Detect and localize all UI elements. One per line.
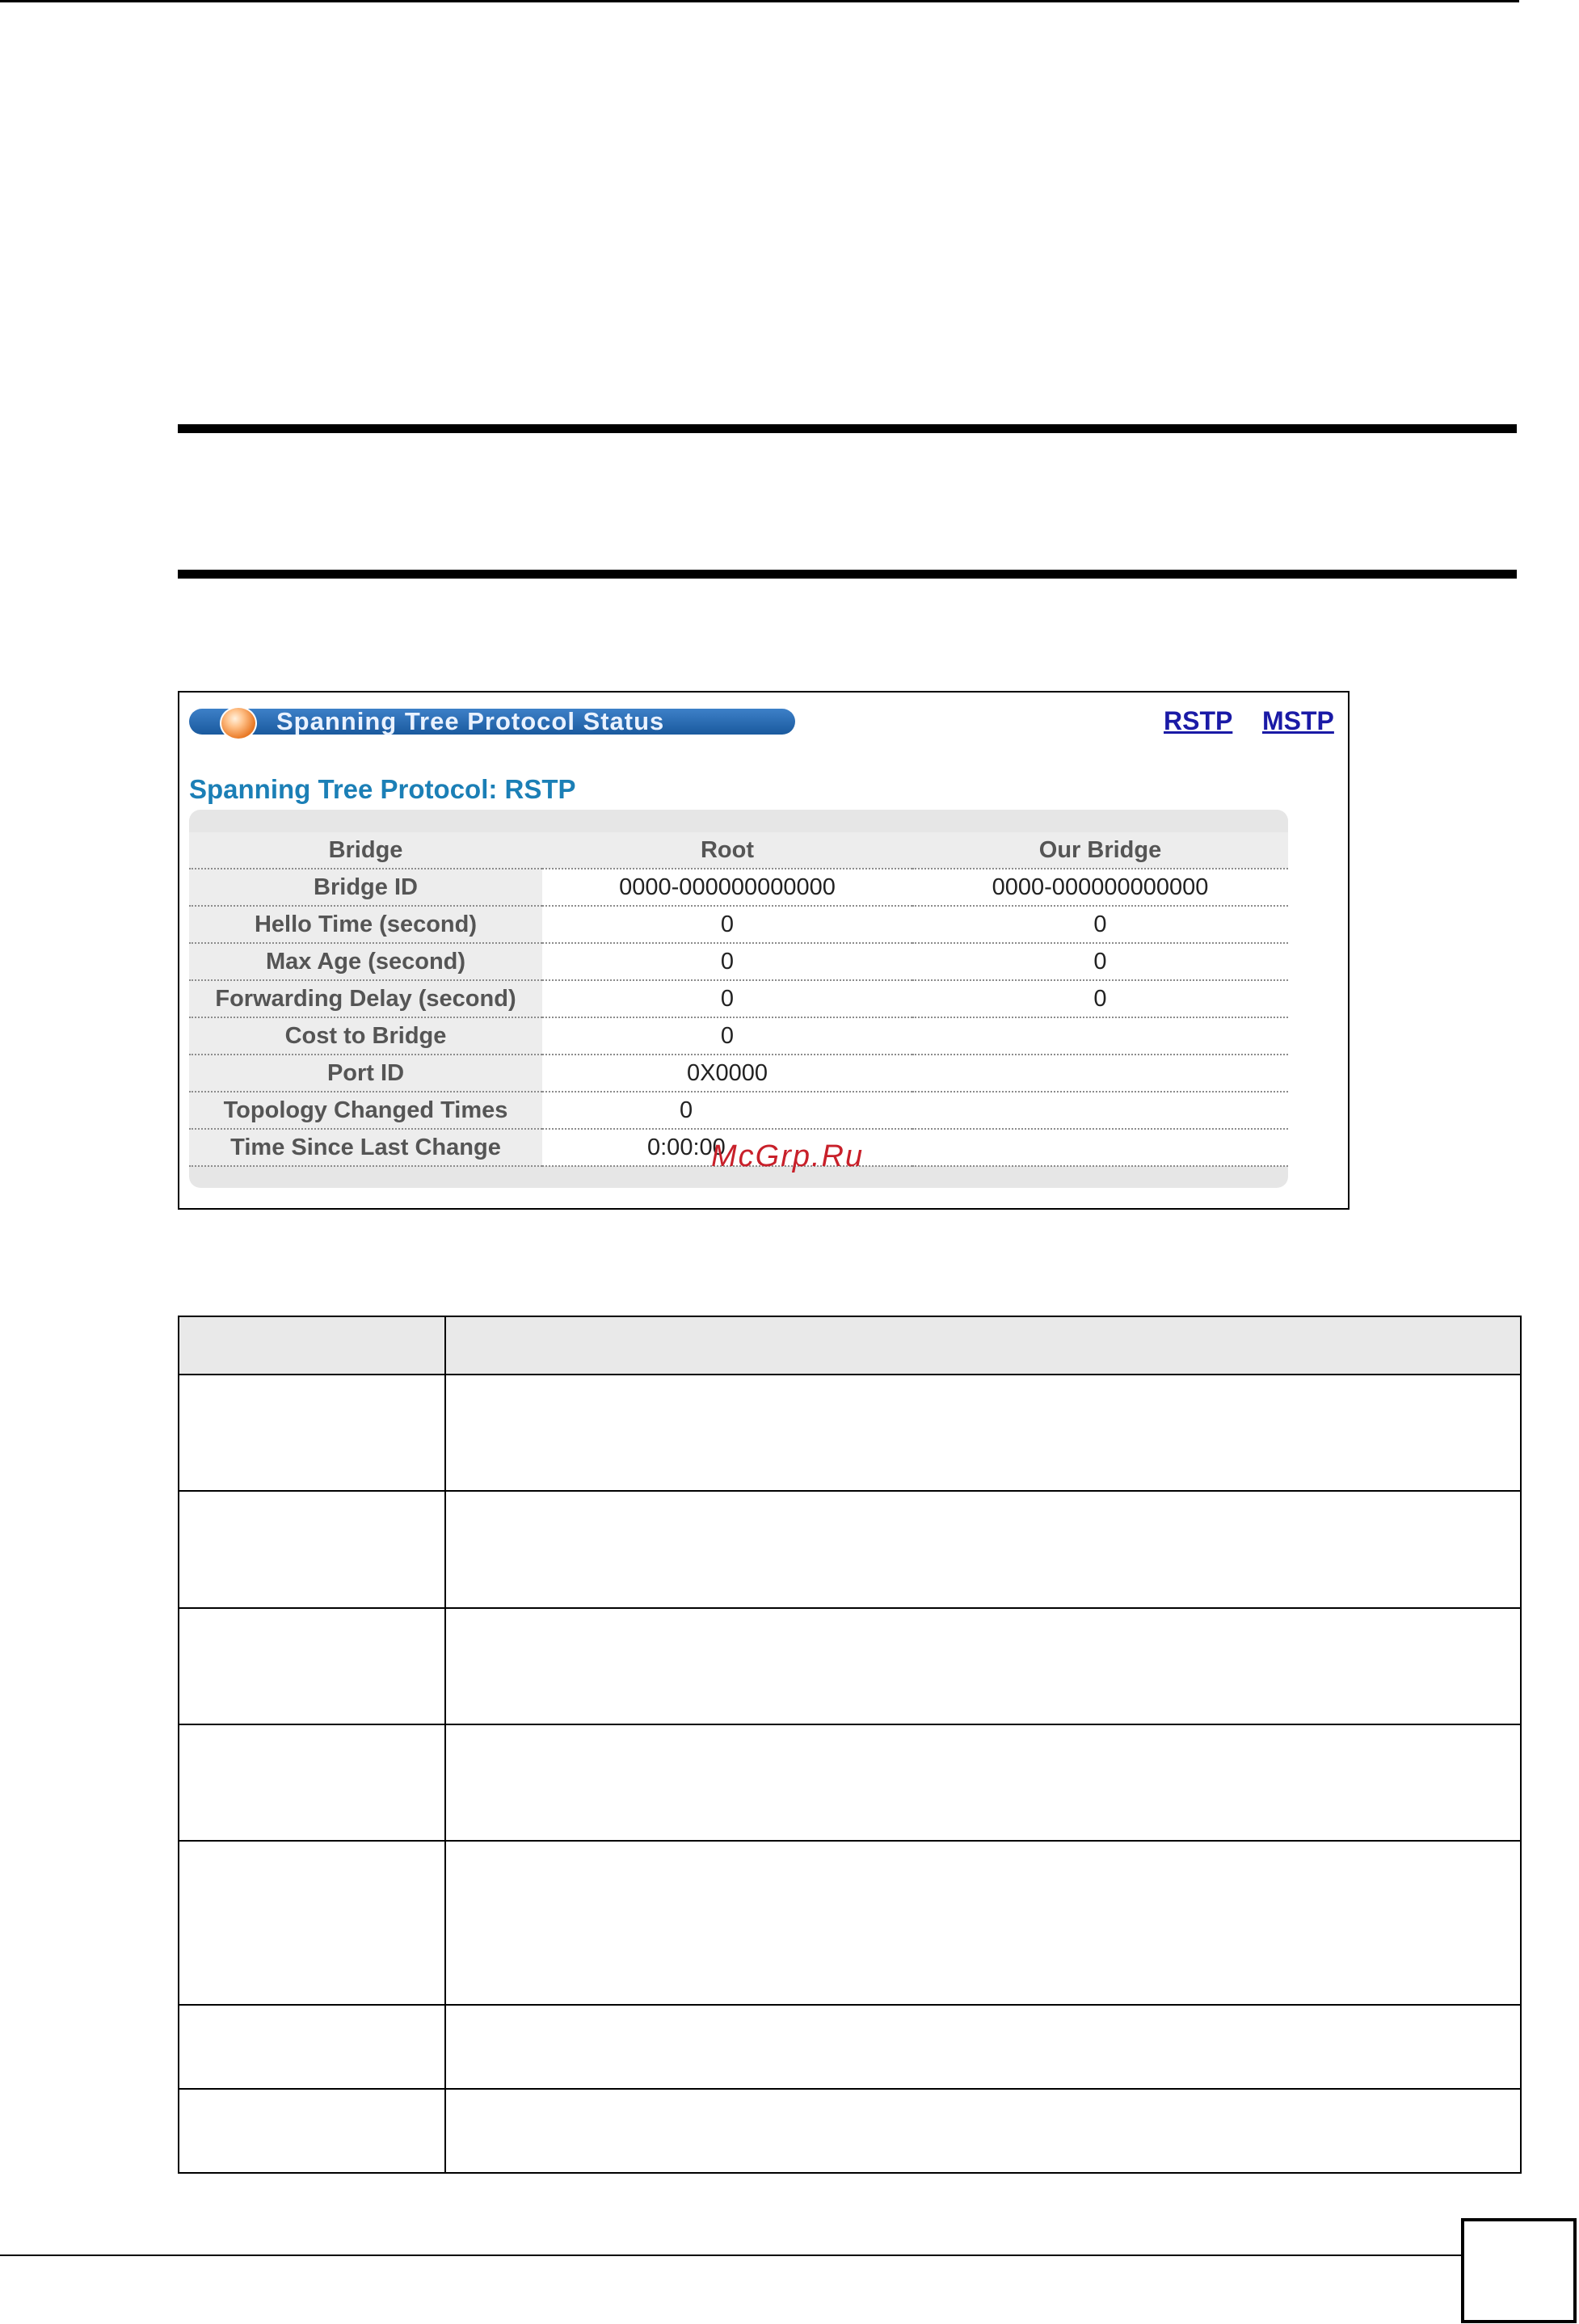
row-label: Topology Changed Times xyxy=(189,1092,542,1129)
stp-status-table xyxy=(189,832,1288,1167)
root-value: 0000-000000000000 xyxy=(542,869,912,906)
row-label: Cost to Bridge xyxy=(189,1017,542,1055)
root-value: 0 xyxy=(542,906,912,943)
table-row xyxy=(179,2005,1521,2089)
page-number-box xyxy=(1461,2218,1577,2323)
description-header-cell xyxy=(445,1316,1521,1375)
description-cell xyxy=(445,2005,1521,2089)
label-cell xyxy=(179,2089,445,2173)
orb-icon xyxy=(220,706,257,740)
table-row xyxy=(189,906,1288,943)
label-cell xyxy=(179,1841,445,2004)
label-cell xyxy=(179,1375,445,1491)
field-description-table xyxy=(178,1316,1522,2174)
row-label: Port ID xyxy=(189,1055,542,1092)
mstp-link[interactable]: MSTP xyxy=(1262,706,1334,735)
label-cell xyxy=(179,1724,445,1841)
description-cell xyxy=(445,1724,1521,1841)
table-row xyxy=(179,1841,1521,2004)
row-label: Hello Time (second) xyxy=(189,906,542,943)
page-footer-rule xyxy=(0,2255,1463,2256)
table-row xyxy=(179,1375,1521,1491)
table-row xyxy=(189,1017,1288,1055)
table-header-row xyxy=(189,832,1288,869)
header-root: Root xyxy=(542,832,912,869)
our-bridge-value xyxy=(912,1055,1288,1092)
table-row xyxy=(179,2089,1521,2173)
our-bridge-value: 0000-000000000000 xyxy=(912,869,1288,906)
description-cell xyxy=(445,1841,1521,2004)
our-bridge-value: 0 xyxy=(912,906,1288,943)
panel-title: Spanning Tree Protocol Status xyxy=(276,707,665,735)
root-value: 0 xyxy=(542,1017,912,1055)
stp-status-screenshot xyxy=(178,691,1350,1210)
description-cell xyxy=(445,1491,1521,1607)
protocol-heading: Spanning Tree Protocol: RSTP xyxy=(189,774,576,804)
description-cell xyxy=(445,1375,1521,1491)
table-row xyxy=(179,1724,1521,1841)
topology-changed-value: 0 xyxy=(542,1092,1288,1129)
root-value: 0 xyxy=(542,980,912,1017)
stp-table-panel xyxy=(189,810,1288,1188)
table-header-row xyxy=(179,1316,1521,1375)
description-cell xyxy=(445,1608,1521,1724)
rstp-link[interactable]: RSTP xyxy=(1164,706,1233,735)
table-row xyxy=(179,1491,1521,1607)
header-our-bridge: Our Bridge xyxy=(912,832,1288,869)
row-label: Bridge ID xyxy=(189,869,542,906)
panel-title-bar xyxy=(189,709,795,735)
label-cell xyxy=(179,1608,445,1724)
table-row xyxy=(189,1092,1288,1129)
page-header-rule xyxy=(0,0,1519,2)
root-value: 0 xyxy=(542,943,912,980)
our-bridge-value xyxy=(912,1017,1288,1055)
our-bridge-value: 0 xyxy=(912,943,1288,980)
section-rule-top xyxy=(178,424,1517,433)
table-row xyxy=(189,1055,1288,1092)
label-header-cell xyxy=(179,1316,445,1375)
table-row xyxy=(189,980,1288,1017)
watermark: McGrp.Ru xyxy=(711,1139,865,1173)
header-bridge: Bridge xyxy=(189,832,542,869)
table-row xyxy=(189,943,1288,980)
table-row xyxy=(189,869,1288,906)
table-row xyxy=(179,1608,1521,1724)
root-value: 0X0000 xyxy=(542,1055,912,1092)
label-cell xyxy=(179,2005,445,2089)
row-label: Max Age (second) xyxy=(189,943,542,980)
our-bridge-value: 0 xyxy=(912,980,1288,1017)
time-since-change-value: 0:00:00 xyxy=(542,1129,1288,1166)
row-label: Time Since Last Change xyxy=(189,1129,542,1166)
description-cell xyxy=(445,2089,1521,2173)
row-label: Forwarding Delay (second) xyxy=(189,980,542,1017)
section-rule-bottom xyxy=(178,570,1517,579)
label-cell xyxy=(179,1491,445,1607)
